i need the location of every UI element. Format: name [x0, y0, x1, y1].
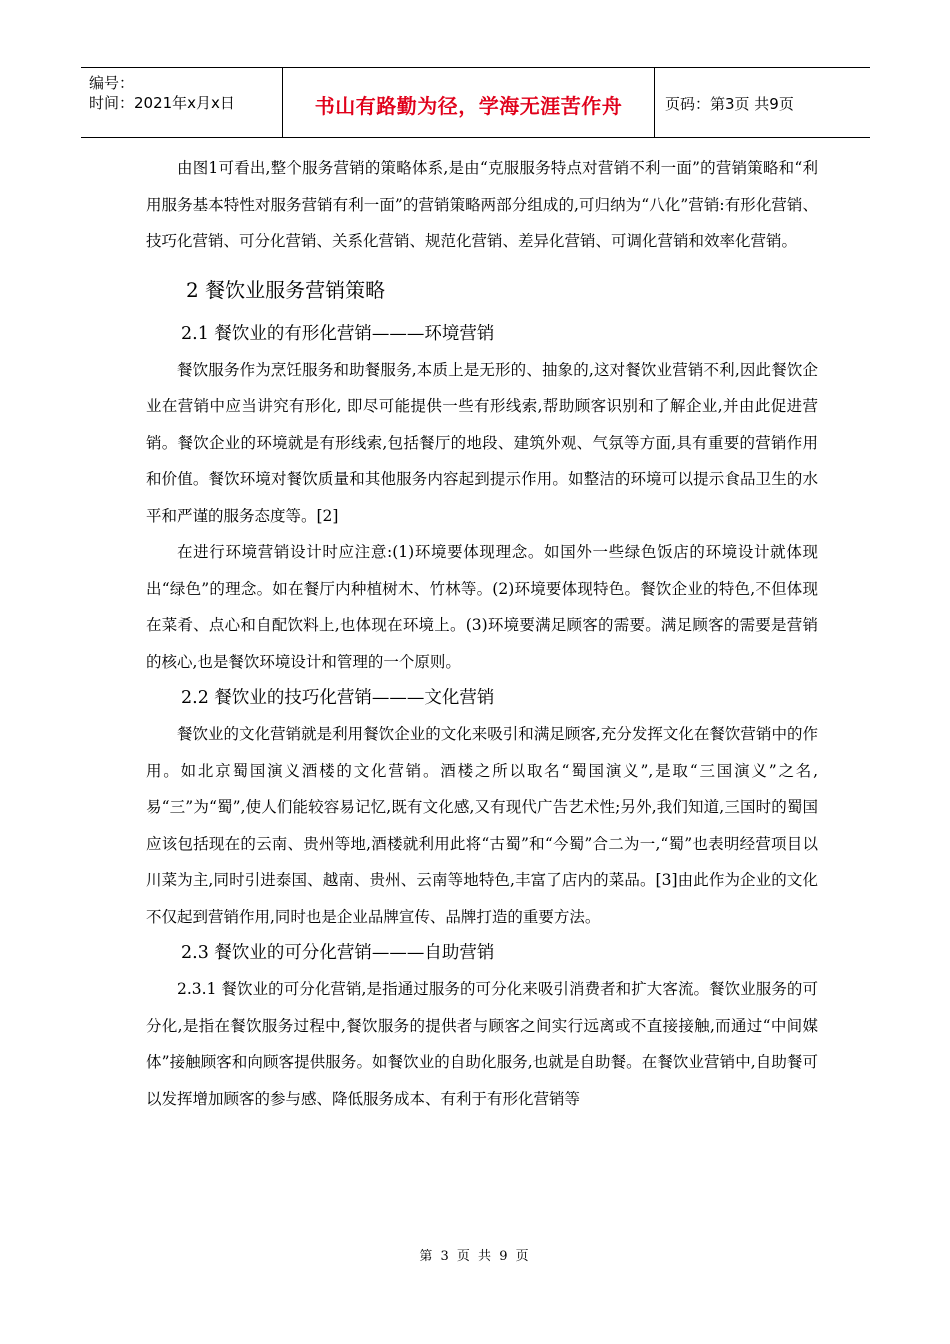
motto-text: 书山有路勤为径，学海无涯苦作舟 — [314, 94, 623, 118]
page-info: 页码：第3页 共9页 — [665, 95, 794, 113]
section-heading: 2 餐饮业服务营销策略 — [186, 277, 386, 302]
paragraph-culture-marketing: 餐饮业的文化营销就是利用餐饮企业的文化来吸引和满足顾客,充分发挥文化在餐饮营销中的作用。如北京蜀国演义酒楼的文化营销。酒楼之所以取名“蜀国演义”,是取“三国演义”之名,易“三”为“蜀”,使人们能较容易记忆,既有文化感,又有现代广告艺术性;另外,我们知道,三国时的蜀国应该包括现在的云南、贵州等地,酒楼就利用此将“古蜀”和“今蜀”合二为一,“蜀”也表明经营项目以川菜为主,同时引进泰国、越南、贵州、云南等地特色,丰富了店内的菜品。[3]由此作为企业的文化不仅起到营销作用,同时也是企业品牌宣传、品牌打造的重要方法。 — [146, 725, 818, 926]
paragraph-environment-marketing: 餐饮服务作为烹饪服务和助餐服务,本质上是无形的、抽象的,这对餐饮业营销不利,因此餐饮企业在营销中应当讲究有形化, 即尽可能提供一些有形线索,帮助顾客识别和了解企业,并由此促进营销。餐饮企业的环境就是有形线索,包括餐厅的地段、建筑外观、气氛等方面,具有重要的营销作用和价值。餐饮环境对餐饮质量和其他服务内容起到提示作用。如整洁的环境可以提示食品卫生的水平和严谨的服务态度等。[2] — [146, 360, 818, 525]
subsection-heading-2-3: 2.3 餐饮业的可分化营销———自助营销 — [181, 943, 495, 963]
subsection-heading-2-2: 2.2 餐饮业的技巧化营销———文化营销 — [181, 688, 495, 708]
page-footer: 第 3 页 共 9 页 — [419, 1249, 531, 1264]
time-label: 时间：2021年x月x日 — [89, 94, 235, 112]
paragraph-self-service-marketing: 2.3.1 餐饮业的可分化营销,是指通过服务的可分化来吸引消费者和扩大客流。餐饮业服务的可分化,是指在餐饮服务过程中,餐饮服务的提供者与顾客之间实行远离或不直接接触,而通过“中间媒体”接触顾客和向顾客提供服务。如餐饮业的自助化服务,也就是自助餐。在餐饮业营销中,自助餐可以发挥增加顾客的参与感、降低服务成本、有利于有形化营销等 — [146, 980, 818, 1108]
header-motto-cell — [283, 68, 655, 137]
code-label: 编号： — [89, 74, 135, 92]
header-meta-cell — [81, 68, 283, 137]
subsection-heading-2-1: 2.1 餐饮业的有形化营销———环境营销 — [181, 323, 495, 344]
paragraph-summary: 由图1可看出,整个服务营销的策略体系,是由“克服服务特点对营销不利一面”的营销策略和“利用服务基本特性对服务营销有利一面”的营销策略两部分组成的,可归纳为“八化”营销:有形化营销、技巧化营销、可分化营销、关系化营销、规范化营销、差异化营销、可调化营销和效率化营销。 — [146, 159, 818, 250]
document-header — [81, 67, 870, 138]
document-body — [146, 150, 818, 1117]
paragraph-environment-design: 在进行环境营销设计时应注意:(1)环境要体现理念。如国外一些绿色饭店的环境设计就体现出“绿色”的理念。如在餐厅内种植树木、竹林等。(2)环境要体现特色。餐饮企业的特色,不但体现在菜肴、点心和自配饮料上,也体现在环境上。(3)环境要满足顾客的需要。满足顾客的需要是营销的核心,也是餐饮环境设计和管理的一个原则。 — [146, 543, 818, 671]
header-page-cell — [655, 68, 870, 137]
